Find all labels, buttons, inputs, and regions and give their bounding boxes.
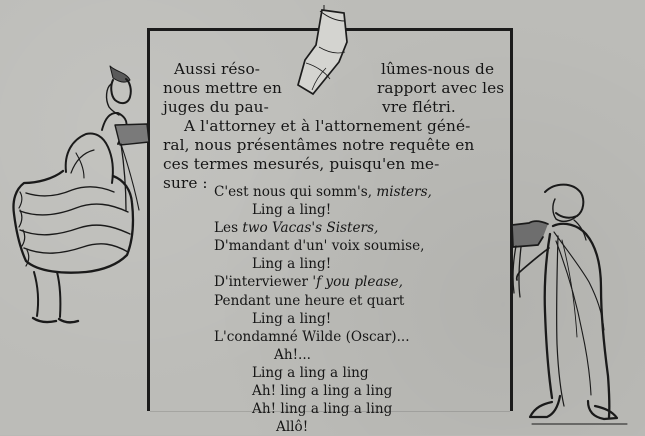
intro-line-1: A l'attorney et à l'attornement géné- (184, 117, 471, 135)
song-line-14: Allô! (276, 419, 309, 436)
intro-row-2-left: nous mettre en (163, 79, 283, 97)
song-line-11: Ling a ling a ling (252, 364, 369, 381)
woman-figure-illustration (2, 60, 154, 335)
song-line-3 (214, 219, 464, 237)
song-verse (214, 183, 464, 436)
intro-row-2-right: rapport avec les (377, 79, 505, 97)
intro-line-2: ral, nous présentâmes notre requête en (163, 136, 475, 154)
song-line-6 (214, 273, 464, 291)
intro-row-3 (163, 98, 492, 117)
intro-row-3-right: vre flétri. (382, 98, 456, 116)
song-line-7: Pendant une heure et quart (214, 292, 405, 309)
song-line-3-text: Les (214, 220, 243, 237)
song-line-3-italic: two Vacas's Sisters, (242, 220, 379, 237)
intro-row-3-left: juges du pau- (163, 98, 269, 116)
song-line-6-italic: 'f you please, (312, 274, 403, 291)
song-line-1-italic: misters, (376, 184, 432, 200)
song-line-13: Ah! ling a ling a ling (252, 401, 393, 418)
song-line-8: Ling a ling! (252, 310, 332, 327)
intro-row-1-left: Aussi réso- (174, 60, 261, 78)
intro-row-2 (163, 79, 505, 98)
intro-paragraph (163, 60, 505, 193)
song-line-1-text: C'est nous qui somm's, (214, 184, 377, 200)
intro-row-1 (174, 60, 495, 79)
man-figure-illustration (500, 176, 642, 431)
song-line-4: D'mandant d'un' voix soumise, (214, 238, 425, 255)
song-line-9: L'condamné Wilde (Oscar)... (214, 328, 410, 345)
song-line-6-text: D'interviewer (214, 274, 313, 291)
song-line-5: Ling a ling! (252, 256, 332, 273)
song-line-12: Ah! ling a ling a ling (252, 383, 393, 400)
intro-row-1-right: lûmes-nous de (381, 60, 495, 78)
intro-line-4: sure : (163, 174, 208, 192)
song-line-2: Ling a ling! (252, 202, 332, 219)
song-line-10: Ah!... (274, 346, 311, 363)
intro-line-3: ces termes mesurés, puisqu'en me- (163, 155, 440, 173)
song-line-1 (214, 183, 464, 201)
